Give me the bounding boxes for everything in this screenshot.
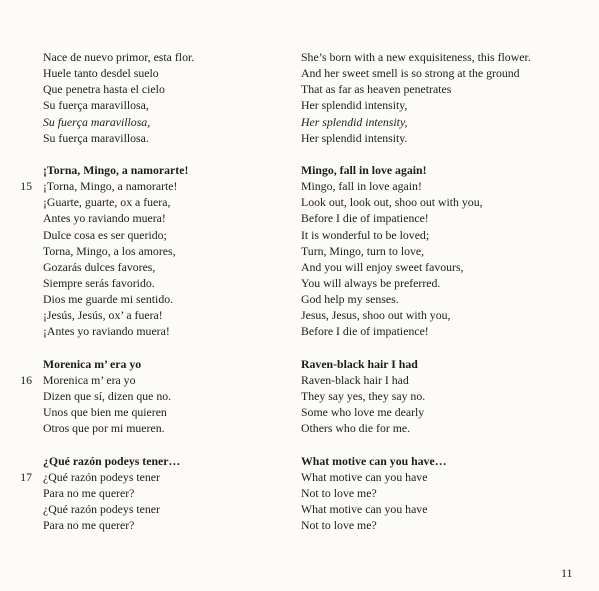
line-text: Before I die of impatience! <box>301 324 429 339</box>
verse-line <box>301 259 571 275</box>
line-text: ¡Torna, Mingo, a namorarte! <box>43 179 178 194</box>
line-text: Dios me guarde mi sentido. <box>43 292 174 307</box>
verse-line <box>43 501 273 517</box>
song-title <box>43 162 273 178</box>
line-text: ¡Antes yo raviando muera! <box>43 324 170 339</box>
english-translation-column <box>301 49 571 533</box>
song-title <box>43 356 273 372</box>
verse-line <box>301 517 571 533</box>
line-text: Otros que por mi mueren. <box>43 421 165 436</box>
verse-line <box>43 404 273 420</box>
line-text: And her sweet smell is so strong at the ground <box>301 66 520 81</box>
line-text: ¿Qué razón podeys tener <box>43 501 160 516</box>
line-text: Gozarás dulces favores, <box>43 259 156 274</box>
stanza-gap <box>43 436 273 452</box>
line-text: Her splendid intensity. <box>301 130 408 145</box>
line-text: Antes yo raviando muera! <box>43 211 166 226</box>
line-text: What motive can you have <box>301 469 428 484</box>
track-number: 17 <box>20 469 32 484</box>
line-text: ¡Torna, Mingo, a namorarte! <box>43 162 189 177</box>
line-text: She’s born with a new exquisiteness, this flower. <box>301 50 531 64</box>
verse-line <box>43 275 273 291</box>
verse-line <box>301 469 571 485</box>
verse-line <box>43 81 273 97</box>
verse-line <box>43 49 273 65</box>
verse-line <box>43 227 273 243</box>
track-number: 15 <box>20 179 32 194</box>
line-text: They say yes, they say no. <box>301 388 426 403</box>
verse-line <box>301 323 571 339</box>
line-text: Before I die of impatience! <box>301 211 429 226</box>
verse-line <box>301 307 571 323</box>
song-title <box>301 162 571 178</box>
song-title <box>43 453 273 469</box>
line-text: What motive can you have… <box>301 453 447 468</box>
verse-line <box>301 65 571 81</box>
verse-line <box>301 243 571 259</box>
line-text: Her splendid intensity, <box>301 114 408 129</box>
verse-line <box>301 81 571 97</box>
line-text: And you will enjoy sweet favours, <box>301 259 464 274</box>
line-text: It is wonderful to be loved; <box>301 227 430 242</box>
verse-line <box>301 227 571 243</box>
verse-line <box>43 291 273 307</box>
line-text: ¡Jesús, Jesús, ox’ a fuera! <box>43 308 163 323</box>
verse-line <box>301 130 571 146</box>
line-text: Not to love me? <box>301 518 377 533</box>
verse-line <box>43 114 273 130</box>
stanza-gap <box>301 340 571 356</box>
verse-line <box>301 210 571 226</box>
verse-line <box>43 388 273 404</box>
verse-line <box>43 323 273 339</box>
verse-line <box>43 485 273 501</box>
verse-line <box>301 404 571 420</box>
verse-line <box>301 388 571 404</box>
verse-line <box>43 420 273 436</box>
verse-line <box>301 501 571 517</box>
verse-line <box>301 291 571 307</box>
stanza-gap <box>43 340 273 356</box>
line-text: Some who love me dearly <box>301 405 425 420</box>
stanza-gap <box>43 146 273 162</box>
verse-line <box>301 485 571 501</box>
line-text: Her splendid intensity, <box>301 98 408 113</box>
verse-line <box>301 97 571 113</box>
line-text: Mingo, fall in love again! <box>301 162 427 177</box>
verse-line <box>20 469 273 485</box>
line-text: Others who die for me. <box>301 421 411 436</box>
line-text: ¿Qué razón podeys tener… <box>43 453 181 468</box>
verse-line <box>43 210 273 226</box>
verse-line <box>43 243 273 259</box>
line-text: Torna, Mingo, a los amores, <box>43 243 176 258</box>
verse-line <box>43 194 273 210</box>
song-title <box>301 356 571 372</box>
line-text: Que penetra hasta el cielo <box>43 82 165 97</box>
line-text: Look out, look out, shoo out with you, <box>301 195 483 210</box>
page-number: 11 <box>561 566 573 580</box>
verse-line <box>43 307 273 323</box>
verse-line <box>301 194 571 210</box>
verse-line <box>301 114 571 130</box>
line-text: Morenica m’ era yo <box>43 356 142 371</box>
verse-line <box>43 97 273 113</box>
line-text: Nace de nuevo primor, esta flor. <box>43 50 195 64</box>
verse-line <box>43 259 273 275</box>
line-text: Su fuerça maravillosa. <box>43 130 149 145</box>
line-text: God help my senses. <box>301 292 399 307</box>
line-text: Huele tanto desdel suelo <box>43 66 159 81</box>
verse-line <box>301 49 571 65</box>
stanza-gap <box>301 146 571 162</box>
line-text: Unos que bien me quieren <box>43 405 167 420</box>
track-number: 16 <box>20 372 32 387</box>
line-text: Jesus, Jesus, shoo out with you, <box>301 308 451 323</box>
verse-line <box>20 372 273 388</box>
line-text: You will always be preferred. <box>301 275 441 290</box>
line-text: Morenica m’ era yo <box>43 372 136 387</box>
verse-line <box>43 130 273 146</box>
line-text: Para no me querer? <box>43 518 135 533</box>
line-text: Raven-black hair I had <box>301 356 418 371</box>
verse-line <box>301 372 571 388</box>
line-text: Para no me querer? <box>43 485 135 500</box>
line-text: ¿Qué razón podeys tener <box>43 469 160 484</box>
verse-line <box>301 178 571 194</box>
line-text: Not to love me? <box>301 485 377 500</box>
line-text: Su fuerça maravillosa, <box>43 98 149 113</box>
line-text: Turn, Mingo, turn to love, <box>301 243 425 258</box>
song-title <box>301 453 571 469</box>
line-text: That as far as heaven penetrates <box>301 82 452 97</box>
line-text: Siempre serás favorido. <box>43 275 155 290</box>
line-text: Raven-black hair I had <box>301 372 409 387</box>
verse-line <box>20 178 273 194</box>
spanish-lyrics-column <box>20 49 273 533</box>
line-text: Dulce cosa es ser querido; <box>43 227 167 242</box>
line-text: Su fuerça maravillosa, <box>43 114 151 129</box>
verse-line <box>301 275 571 291</box>
verse-line <box>43 65 273 81</box>
verse-line <box>301 420 571 436</box>
line-text: Dizen que sí, dizen que no. <box>43 388 172 403</box>
line-text: What motive can you have <box>301 501 428 516</box>
line-text: Mingo, fall in love again! <box>301 179 422 194</box>
verse-line <box>43 517 273 533</box>
stanza-gap <box>301 436 571 452</box>
line-text: ¡Guarte, guarte, ox a fuera, <box>43 195 171 210</box>
